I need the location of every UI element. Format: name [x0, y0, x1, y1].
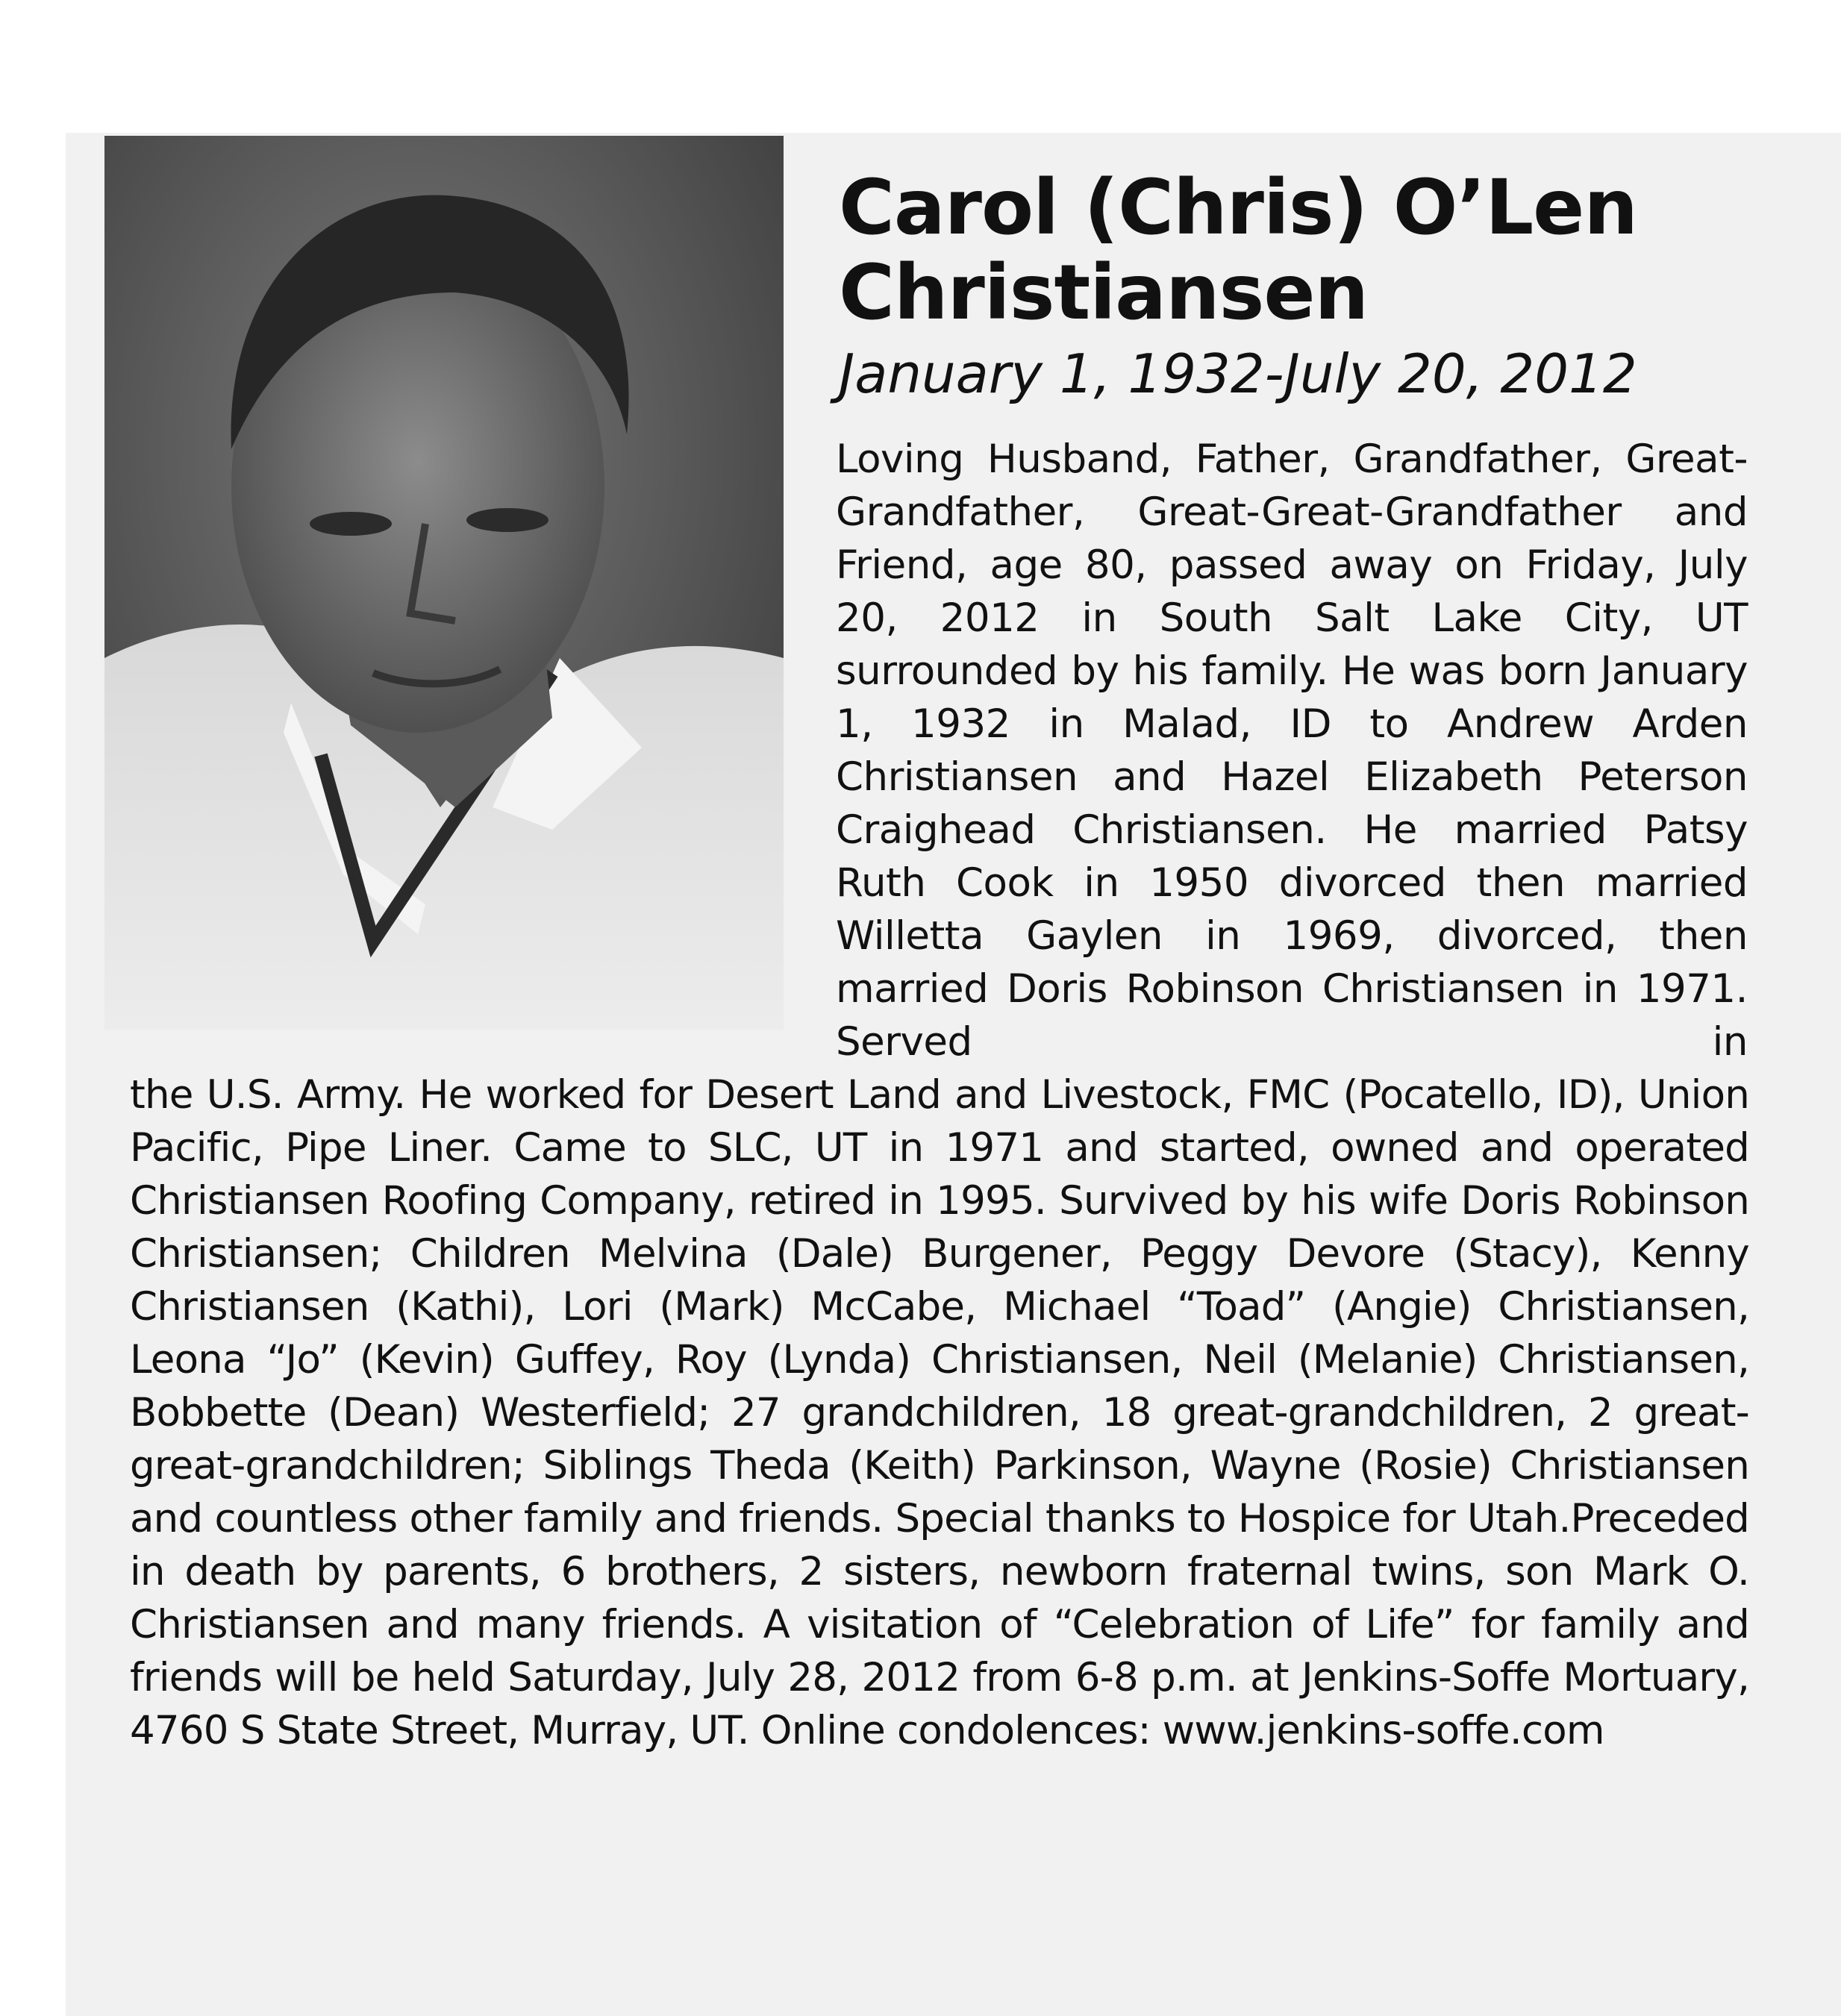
portrait-photo: [104, 136, 784, 1030]
obituary-text-top: Loving Husband, Father, Grandfather, Great-Grandfather, Great-Great-Grandfather and Friend, age 80, passed away on Friday, July 20, 2012 in South Salt Lake City, UT surrounded by his family. He was born January 1, 1932 in Malad, ID to Andrew Arden Christiansen and Hazel Elizabeth Peterson Craighead Christiansen. He married Patsy Ruth Cook in 1950 divorced then married Willetta Gaylen in 1969, divorced, then married Doris Robinson Christiansen in 1971. Served in: [836, 436, 1748, 1065]
deceased-name: Carol (Chris) O’Len Christiansen: [839, 163, 1637, 337]
life-dates: January 1, 1932-July 20, 2012: [839, 342, 1637, 405]
portrait-illustration: [104, 136, 784, 1030]
obituary-text-bottom: the U.S. Army. He worked for Desert Land and Livestock, FMC (Pocatello, ID), Union Pacific, Pipe Liner. Came to SLC, UT in 1971 and started, owned and operated Christiansen Roofing Company, retired in 1995. Survived by his wife Doris Robinson Christiansen; Children Melvina (Dale) Burgener, Peggy Devore (Stacy), Kenny Christiansen (Kathi), Lori (Mark) McCabe, Michael “Toad” (Angie) Christiansen, Leona “Jo” (Kevin) Guffey, Roy (Lynda) Christiansen, Neil (Melanie) Christiansen, Bobbette (Dean) Westerfield; 27 grandchildren, 18 great-grandchildren, 2 great-great-grandchildren; Siblings Theda (Keith) Parkinson, Wayne (Rosie) Christiansen and countless other family and friends. Special thanks to Hospice for Utah.Preceded in death by parents, 6 brothers, 2 sisters, newborn fraternal twins, son Mark O. Christiansen and many friends. A visitation of “Celebration of Life” for family and friends will be held Saturday, July 28, 2012 from 6-8 p.m. at Jenkins-Soffe Mortuary, 4760 S State Street, Murray, UT. Online condolences: www.jenkins-soffe.com: [130, 1072, 1749, 1753]
